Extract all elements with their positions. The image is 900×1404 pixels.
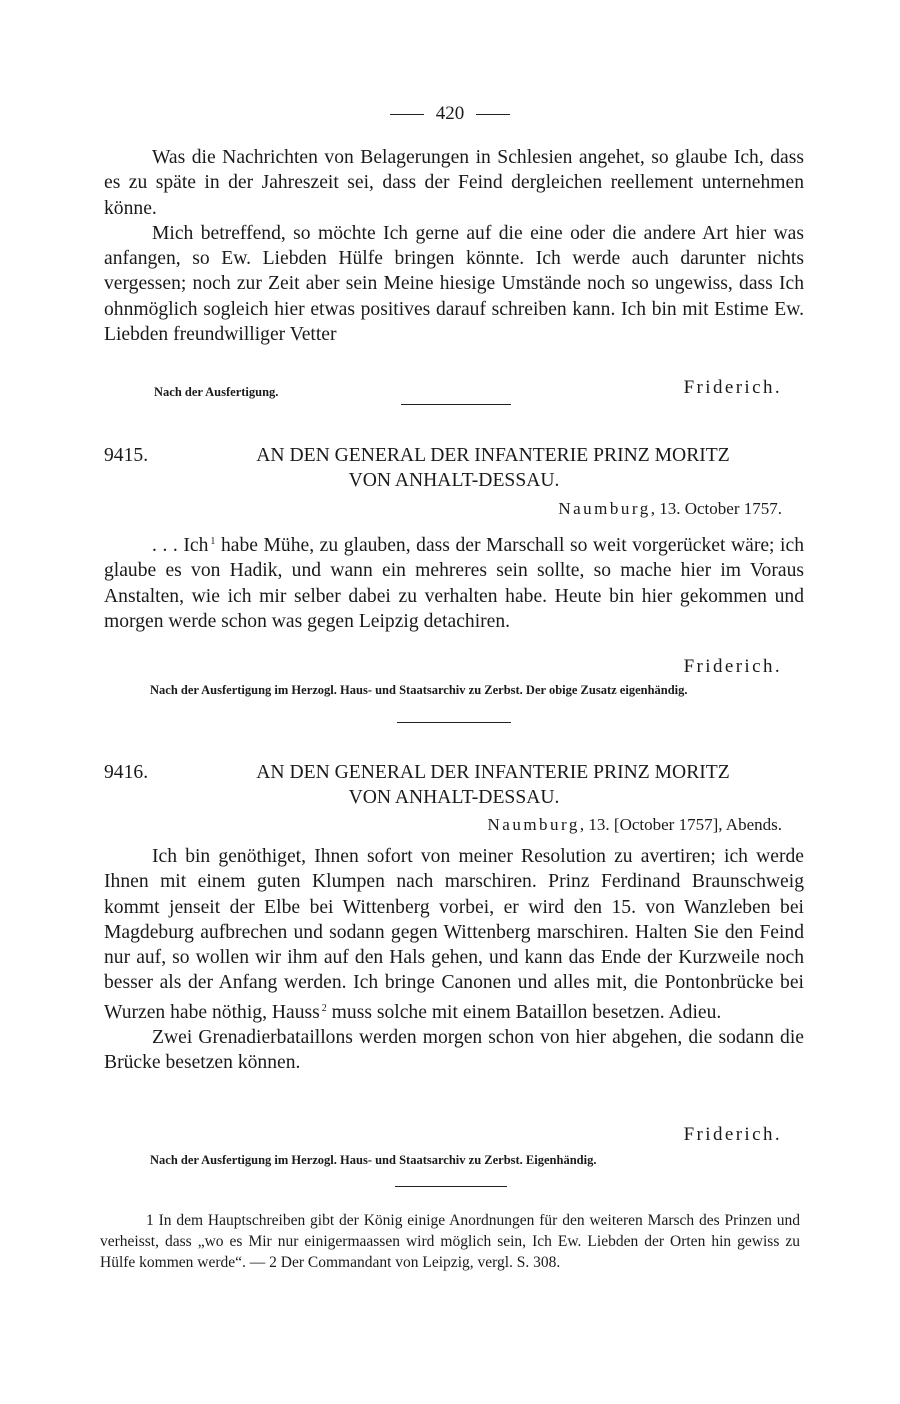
place: Naumburg [558, 499, 651, 518]
date: , 13. October 1757. [650, 499, 782, 518]
paragraph: Mich betreffend, so möchte Ich gerne auf die eine oder die andere Art hier was anfangen, so Ew. Liebden Hülfe bringen könnte. Ich werde auch darunter nichts vergessen; noch zur Zeit aber sein Meine hiesige Umstände noch so ungewiss, dass Ich ohnmöglich sogleich hier etwas positives darauf schreiben kann. Ich bin mit Estime Ew. Liebden freundwilliger Vetter [104, 222, 804, 346]
previous-letter-ending [104, 145, 804, 347]
dateline [104, 815, 804, 835]
heading-line: VON ANHALT-DESSAU. [348, 787, 560, 808]
separator-rule [397, 722, 511, 723]
letter-9415-body [104, 529, 804, 634]
source-note: Nach der Ausfertigung. [154, 385, 279, 399]
signature: Friderich. [683, 1124, 782, 1145]
letter-9415-dateline [104, 499, 804, 519]
footnote-mark: 1 [210, 536, 216, 547]
previous-letter-footer [104, 375, 804, 400]
source-note: Nach der Ausfertigung im Herzogl. Haus- und Staatsarchiv zu Zerbst. Der obige Zusatz eigenhändig. [150, 683, 688, 697]
place: Naumburg [487, 815, 580, 834]
paragraph: Zwei Grenadierbataillons werden morgen schon von hier abgehen, die sodann die Brücke besetzen können. [104, 1027, 804, 1074]
letter-9416-signature [104, 1122, 804, 1147]
dateline [104, 499, 804, 519]
letter-9416-heading [104, 760, 804, 810]
paragraph: Ich bin genöthiget, Ihnen sofort von meiner Resolution zu avertiren; ich werde Ihnen mit einem guten Klumpen nach marschiren. Prinz Ferdinand Braunschweig kommt jenseit der Elbe bei Wittenberg vorbei, er wird den 15. von Wanzleben bei Magdeburg aufbrechen und sodann gegen Wittenberg marschiren. Halten Sie den Feind nur auf, so wollen wir ihm auf den Hals gehen, und kann das Ende der Kurzweile noch besser als der Anfang werden. Ich bringe Canonen und alles mit, die Pontonbrücke bei Wurzen habe nöthig, Hauss $^2$ muss solche mit einem Bataillon besetzen. Adieu. [104, 846, 804, 1023]
letter-9416-dateline [104, 815, 804, 835]
page-number-dash-left [390, 114, 424, 115]
separator-rule [401, 404, 511, 405]
source-note: Nach der Ausfertigung im Herzogl. Haus- und Staatsarchiv zu Zerbst. Eigenhändig. [150, 1153, 597, 1167]
footnotes [100, 1210, 800, 1273]
letter-number: 9416. [104, 762, 149, 783]
letter-number: 9415. [104, 445, 149, 466]
letter-9416-source [104, 1152, 804, 1168]
separator-rule [395, 1186, 507, 1187]
footnote-text: 1 In dem Hauptschreiben gibt der König einige Anordnungen für den weiteren Marsch des Prinzen und verheisst, dass „wo es Mir nur einigermaassen wird möglich sein, Ich Ew. Liebden der Orten hin gewiss zu Hülfe kommen werde“. — 2 Der Commandant von Leipzig, vergl. S. 308. [100, 1212, 800, 1271]
letter-heading [104, 760, 804, 785]
letter-9415-signature [104, 654, 804, 679]
heading-line: AN DEN GENERAL DER INFANTERIE PRINZ MORITZ [256, 445, 730, 466]
letter-9415-source [104, 682, 804, 698]
date: , 13. [October 1757], Abends. [579, 815, 782, 834]
page-number-dash-right [476, 114, 510, 115]
heading-line: VON ANHALT-DESSAU. [348, 470, 560, 491]
letter-9416-body [104, 844, 804, 1076]
letter-heading [104, 443, 804, 468]
letter-9415-heading [104, 443, 804, 493]
paragraph: Was die Nachrichten von Belagerungen in Schlesien angehet, so glaube Ich, dass es zu späte in der Jahreszeit sei, dass der Feind dergleichen reellement unternehmen könne. [104, 147, 804, 219]
footnote-mark: 2 [321, 1002, 327, 1014]
heading-line: AN DEN GENERAL DER INFANTERIE PRINZ MORITZ [256, 762, 730, 783]
paragraph: . . . Ich $^1$ habe Mühe, zu glauben, dass der Marschall so weit vorgerücket wäre; ich glaube es von Hadik, und wann ein mehreres sein sollte, so mache hier im Voraus Anstalten, wie ich mir selber dabei zu verhalten habe. Heute bin hier gekommen und morgen werde schon was gegen Leipzig detachiren. [104, 535, 804, 632]
page-number: 420 [0, 103, 900, 125]
signature: Friderich. [683, 656, 782, 677]
signature: Friderich. [683, 377, 782, 398]
